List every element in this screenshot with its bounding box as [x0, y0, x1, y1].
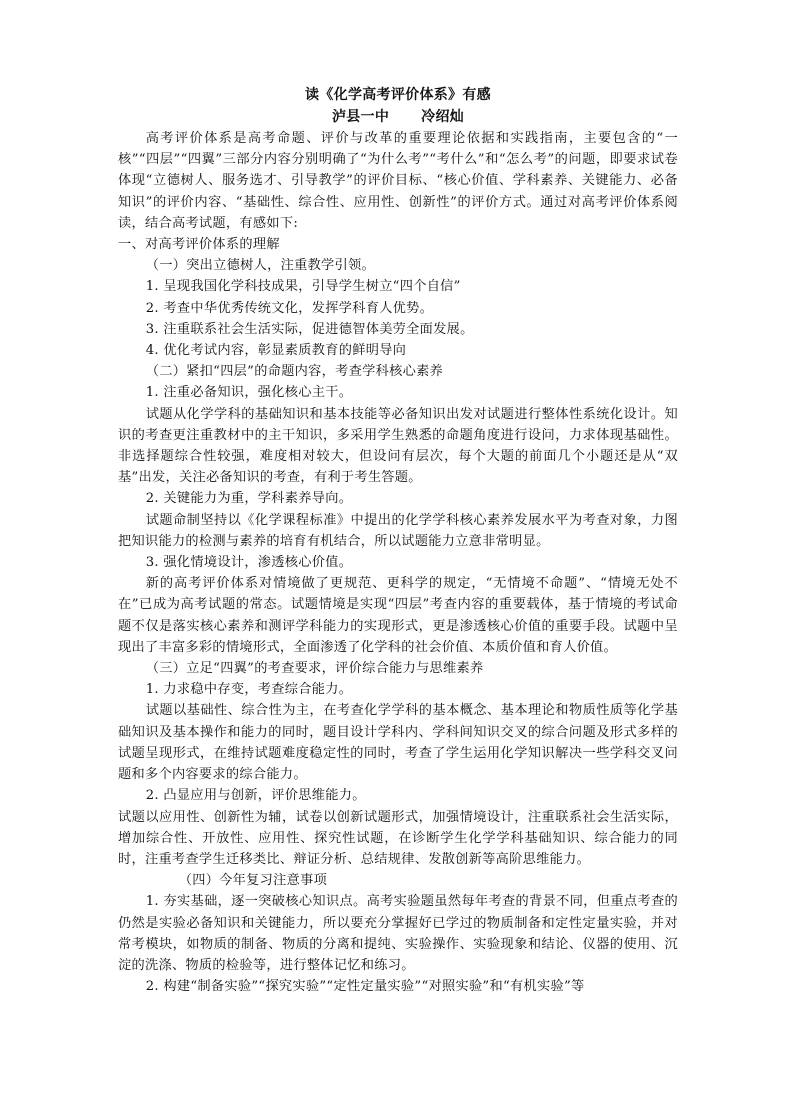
- paragraph: （二）紧扣“四层”的命题内容，考查学科核心素养: [145, 364, 444, 380]
- paragraph: 2. 考查中华优秀传统文化，发挥学科育人优势。: [145, 300, 434, 316]
- paragraph: 试题以基础性、综合性为主，在考查化学学科的基本概念、基本理论和物质性质等化学基础知识及基本操作和能力的同时，题目设计学科内、学科间知识交叉的综合问题及形式多样的试题呈现形式，在维持试题难度稳定性的同时，考查了学生运用化学知识解决一些学科交叉问题和多个内容要求的综合能力。: [118, 703, 678, 783]
- paragraph: 2. 凸显应用与创新，评价思维能力。: [145, 788, 366, 804]
- paragraph: （四）今年复习注意事项: [178, 873, 328, 889]
- author-line: [118, 106, 678, 128]
- paragraph: 1. 呈现我国化学科技成果，引导学生树立“四个自信”: [145, 279, 461, 295]
- paragraph-list: [118, 128, 678, 997]
- paragraph: 3. 注重联系社会生活实际，促进德智体美劳全面发展。: [145, 321, 474, 337]
- author-school: 泸县一中: [331, 109, 390, 125]
- paragraph: （一）突出立德树人，注重教学引领。: [145, 258, 376, 274]
- paragraph: 试题以应用性、创新性为辅，试卷以创新试题形式，加强情境设计，注重联系社会生活实际，增加综合性、开放性、应用性、探究性试题，在诊断学生化学学科基础知识、综合能力的同时，注重考查学生迁移类比、辩证分析、总结规律、发散创新等高阶思维能力。: [118, 809, 678, 867]
- document-title: 读《化学高考评价体系》有感: [305, 87, 491, 103]
- author-name: 冷绍灿: [421, 109, 465, 125]
- paragraph: 4. 优化考试内容，彰显素质教育的鲜明导向: [145, 343, 407, 359]
- paragraph: 新的高考评价体系对情境做了更规范、更科学的规定，“无情境不命题”、“情境无处不在”已成为高考试题的常态。试题情境是实现“四层”考查内容的重要载体，基于情境的考试命题不仅是落实核心素养和测评学科能力的实现形式，更是渗透核心价值的重要手段。试题中呈现出了丰富多彩的情境形式，全面渗透了化学科的社会价值、本质价值和育人价值。: [118, 576, 678, 655]
- paragraph: 试题命制坚持以《化学课程标准》中提出的化学学科核心素养发展水平为考查对象，力图把知识能力的检测与素养的培育有机结合，所以试题能力立意非常明显。: [118, 512, 678, 549]
- paragraph: 2. 构建“制备实验”“探究实验”“定性定量实验”“对照实验”和“有机实验”等: [145, 979, 585, 995]
- paragraph: 1. 力求稳中存变，考查综合能力。: [145, 682, 353, 698]
- document-body: [118, 84, 678, 997]
- paragraph: 1. 夯实基础，逐一突破核心知识点。高考实验题虽然每年考查的背景不同，但重点考查的仍然是实验必备知识和关键能力，所以要充分掌握好已学过的物质制备和定性定量实验，并对常考模块，如物质的制备、物质的分离和提纯、实验操作、实验现象和结论、仪器的使用、沉淀的洗涤、物质的检验等，进行整体记忆和练习。: [118, 894, 678, 973]
- paragraph: 一、对高考评价体系的理解: [118, 237, 280, 253]
- paragraph: 试题从化学学科的基础知识和基本技能等必备知识出发对试题进行整体性系统化设计。知识的考查更注重教材中的主干知识，多采用学生熟悉的命题角度进行设问，力求体现基础性。非选择题综合性较强，难度相对较大，但设问有层次，每个大题的前面几个小题还是从“双基”出发，关注必备知识的考查，有利于考生答题。: [118, 406, 678, 486]
- paragraph: （三）立足“四翼”的考查要求，评价综合能力与思维素养: [145, 661, 484, 677]
- paragraph: 1. 注重必备知识，强化核心主干。: [145, 385, 353, 401]
- paragraph: 高考评价体系是高考命题、评价与改革的重要理论依据和实践指南，主要包含的“一核”“四层”“四翼”三部分内容分别明确了“为什么考”“考什么”和“怎么考”的问题，即要求试卷体现“立德树人、服务选才、引导教学”的评价目标、“核心价值、学科素养、关键能力、必备知识”的评价内容、“基础性、综合性、应用性、创新性”的评价方式。通过对高考评价体系阅读，结合高考试题，有感如下:: [118, 131, 678, 231]
- paragraph: 3. 强化情境设计，渗透核心价值。: [145, 555, 353, 571]
- paragraph: 2. 关键能力为重，学科素养导向。: [145, 491, 353, 507]
